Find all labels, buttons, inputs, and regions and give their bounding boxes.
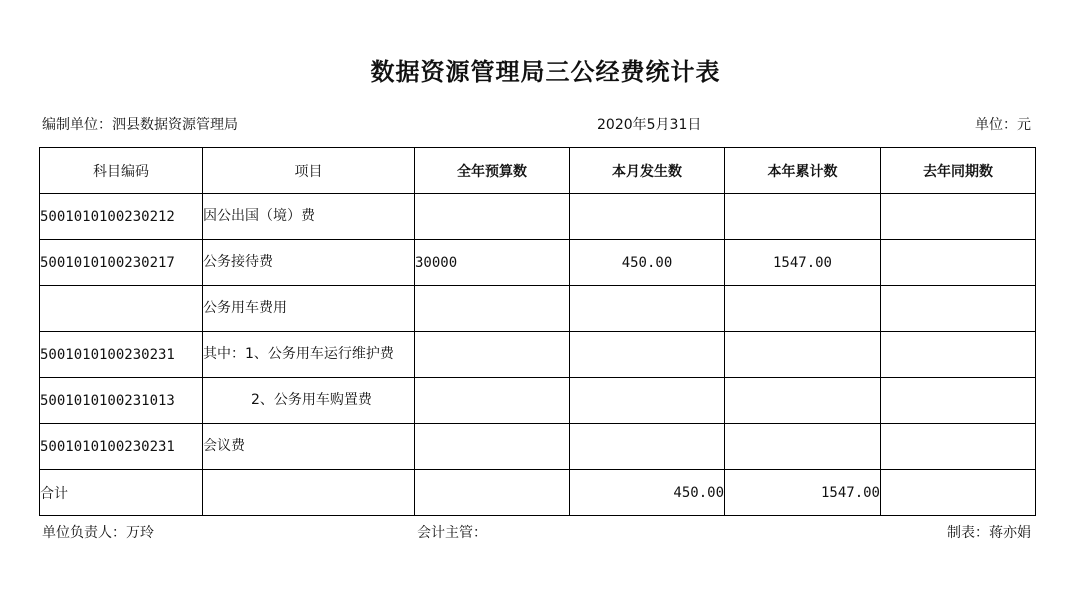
cell-item: 2、公务用车购置费 — [203, 378, 415, 424]
cell-code: 5001010100230217 — [40, 240, 203, 286]
cell-code: 5001010100231013 — [40, 378, 203, 424]
table-row — [40, 194, 1036, 240]
cell-code: 5001010100230231 — [40, 332, 203, 378]
cell-total-label: 合计 — [40, 470, 203, 516]
table-row — [40, 332, 1036, 378]
cell-ytd — [725, 194, 881, 240]
cell-item: 会议费 — [203, 424, 415, 470]
expense-table — [39, 147, 1036, 516]
cell-budget — [415, 286, 570, 332]
cell-code — [40, 286, 203, 332]
cell-code: 5001010100230231 — [40, 424, 203, 470]
cell-item: 其中：1、公务用车运行维护费 — [203, 332, 415, 378]
cell-ytd — [725, 378, 881, 424]
cell-month — [570, 424, 725, 470]
report-date: 2020年5月31日 — [597, 117, 702, 133]
currency-unit: 单位：元 — [975, 117, 1031, 133]
header-item: 项目 — [203, 148, 415, 194]
cell-last-year — [881, 286, 1036, 332]
cell-month: 450.00 — [570, 240, 725, 286]
cell-last-year — [881, 470, 1036, 516]
cell-month — [570, 286, 725, 332]
cell-ytd: 1547.00 — [725, 240, 881, 286]
cell-month-total: 450.00 — [570, 470, 725, 516]
compiling-unit: 编制单位：泗县数据资源管理局 — [42, 117, 238, 133]
table-preparer: 制表：蒋亦娟 — [947, 525, 1031, 541]
header-last-year: 去年同期数 — [881, 148, 1036, 194]
cell-month — [570, 378, 725, 424]
cell-budget: 30000 — [415, 240, 570, 286]
responsible-person: 单位负责人：万玲 — [42, 525, 154, 541]
header-code: 科目编码 — [40, 148, 203, 194]
cell-ytd — [725, 424, 881, 470]
cell-item: 因公出国（境）费 — [203, 194, 415, 240]
cell-last-year — [881, 240, 1036, 286]
cell-ytd — [725, 332, 881, 378]
cell-last-year — [881, 424, 1036, 470]
cell-budget — [415, 332, 570, 378]
cell-code: 5001010100230212 — [40, 194, 203, 240]
cell-budget — [415, 470, 570, 516]
report-title: 数据资源管理局三公经费统计表 — [370, 57, 721, 86]
cell-month — [570, 332, 725, 378]
cell-budget — [415, 424, 570, 470]
cell-ytd-total: 1547.00 — [725, 470, 881, 516]
cell-item: 公务用车费用 — [203, 286, 415, 332]
cell-budget — [415, 194, 570, 240]
header-ytd-amount: 本年累计数 — [725, 148, 881, 194]
cell-budget — [415, 378, 570, 424]
table-header-row — [40, 148, 1036, 194]
cell-last-year — [881, 194, 1036, 240]
cell-month — [570, 194, 725, 240]
header-month-amount: 本月发生数 — [570, 148, 725, 194]
chief-accountant: 会计主管： — [417, 525, 487, 541]
cell-last-year — [881, 378, 1036, 424]
cell-item: 公务接待费 — [203, 240, 415, 286]
table-row — [40, 240, 1036, 286]
table-row — [40, 424, 1036, 470]
table-row — [40, 378, 1036, 424]
cell-item — [203, 470, 415, 516]
cell-last-year — [881, 332, 1036, 378]
table-row — [40, 286, 1036, 332]
table-total-row — [40, 470, 1036, 516]
cell-ytd — [725, 286, 881, 332]
header-annual-budget: 全年预算数 — [415, 148, 570, 194]
